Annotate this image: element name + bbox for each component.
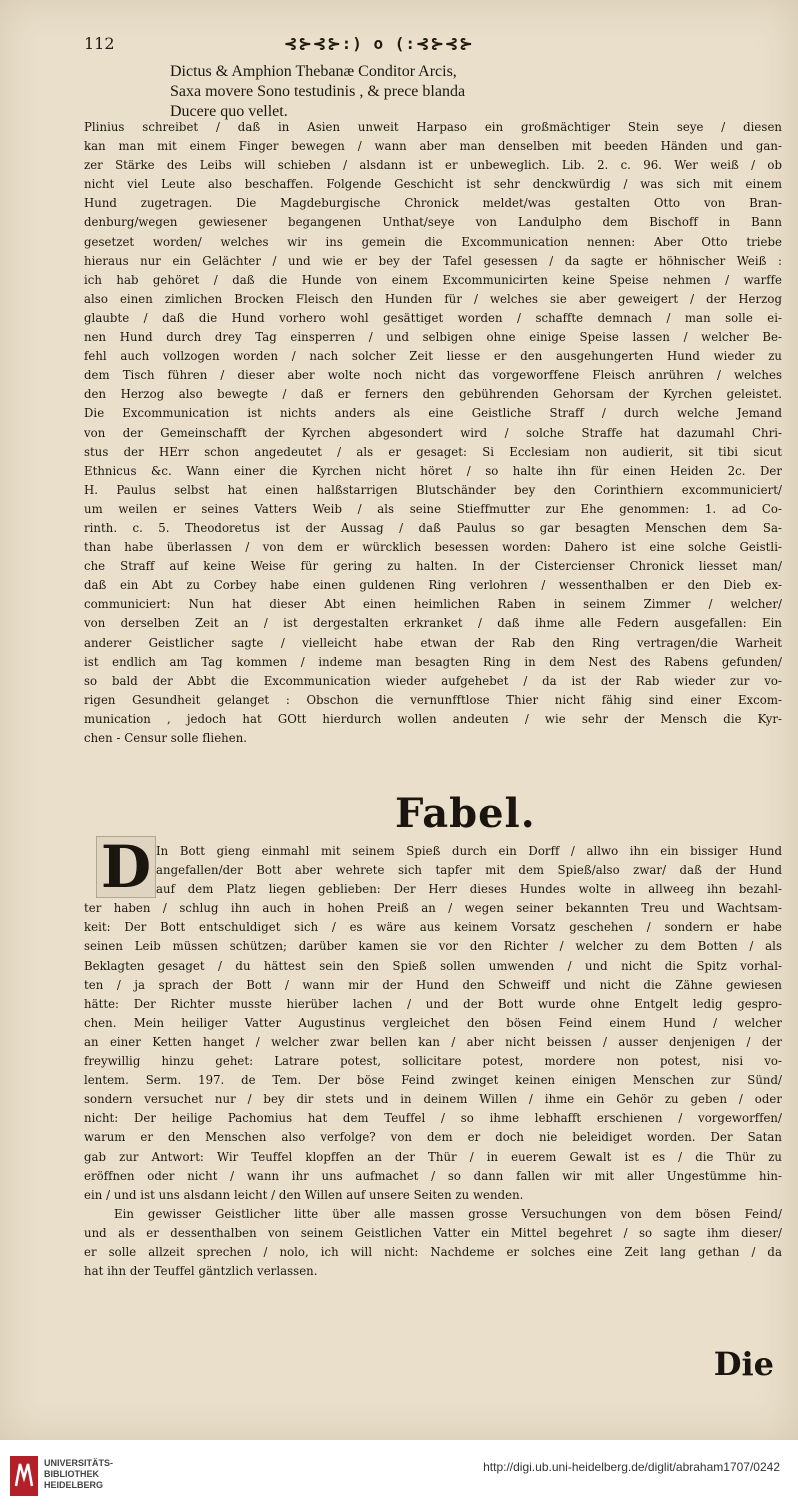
- text-line: freywillig hinzu gehet: Latrare potest, sollicitare potest, mordere non potest, nisi vo-: [84, 1054, 782, 1069]
- library-name: UNIVERSITÄTS- BIBLIOTHEK HEIDELBERG: [44, 1458, 114, 1490]
- text-line: stus der HErr schon angedeutet / als er gesaget: Si Ecclesiam non audierit, sit tibi sicut: [84, 444, 782, 459]
- text-line: gesetzet worden/ welches wir ins gemein die Excommunication nennen: Aber Otto triebe: [84, 234, 782, 249]
- text-line: Plinius schreibet / daß in Asien unweit Harpaso ein großmächtiger Stein seye / diesen: [84, 120, 782, 134]
- text-line: ich hab gehöret / daß die Hunde von einem Excommunicirten keine Speise nehmen / warffe: [84, 272, 782, 287]
- catchword: Die: [713, 1345, 774, 1383]
- library-logo-icon: [10, 1456, 38, 1496]
- fabel-text: [84, 842, 782, 1281]
- text-line: nen Hund durch drey Tag einsperren / und selbigen ohne einige Speise lassen / welcher Be-: [84, 330, 782, 345]
- latin-verse: [170, 62, 610, 122]
- text-line: H. Paulus selbst hat einen halßstarrigen Blutschänder bey den Corinthiern excommuniciert/: [84, 482, 782, 497]
- text-line: che Straff auf keine Weise für gering zu halten. In der Cistercienser Chronick liesset man/: [84, 559, 782, 574]
- text-line: hat ihn der Teuffel gäntzlich verlassen.: [84, 1264, 318, 1279]
- text-line: chen. Mein heiliger Vatter Augustinus vergleichet den bösen Feind einem Hund / welcher: [84, 1015, 782, 1030]
- text-line: kan man mit einem Finger bewegen / wann aber man denselben mit beeden Händen und gan-: [84, 139, 782, 154]
- text-line: an einer Ketten hanget / welcher zwar bellen kan / aber nicht beissen / ausser denjenigen / der: [84, 1034, 782, 1049]
- verse-line: Saxa movere Sono testudinis , & prece blanda: [170, 83, 466, 100]
- verse-line: Ducere quo vellet.: [170, 103, 288, 120]
- text-line: communiciert: Nun hat dieser Abt einen heimlichen Raben in seinem Zimmer / welcher/: [84, 597, 782, 612]
- text-line: gab zur Antwort: Wir Teuffel klopffen an der Thür / in euerem Gewalt ist es / die Thür zu: [84, 1149, 782, 1164]
- header-ornament: ⊰⊱⊰⊱:) o (:⊰⊱⊰⊱: [284, 34, 474, 53]
- text-line: chen - Censur solle fliehen.: [84, 731, 248, 745]
- text-line: In Bott gieng einmahl mit seinem Spieß durch ein Dorff / allwo ihn ein bissiger Hund: [156, 844, 782, 858]
- text-line: Die Excommunication ist nichts anders als eine Geistliche Straff / durch welche Jemand: [84, 406, 782, 421]
- text-line: so bald der Abbt die Excommunication wieder aufgehebet / da ist der Rab wieder zur vo-: [84, 673, 782, 688]
- source-url[interactable]: http://digi.ub.uni-heidelberg.de/diglit/abraham1707/0242: [483, 1460, 780, 1474]
- verse-line: Dictus & Amphion Thebanæ Conditor Arcis,: [170, 63, 457, 80]
- text-line: warum er den Menschen also verfolge? von dem er doch nie beleidiget worden. Der Satan: [84, 1130, 782, 1145]
- text-line: sondern versuchet nur / bey dir stets und in deinem Willen / ihme ein Gehör zu geben / oder: [84, 1092, 782, 1107]
- text-line: er solle allzeit sprechen / nolo, ich will nicht: Nachdeme er solches eine Zeit lang gethan / da: [84, 1244, 782, 1259]
- text-line: rinth. c. 5. Theodoretus ist der Aussag / daß Paulus so gar besagten Menschen dem Sa-: [84, 520, 782, 535]
- text-line: und als er dessenthalben von seinem Geistlichen Vatter ein Mittel begehret / so sagte ihm dieser/: [84, 1225, 782, 1240]
- text-line: ist endlich am Tag kommen / indeme man besagten Ring in dem Nest des Rabens gefunden/: [84, 654, 782, 669]
- text-line: um weilen er seines Vatters Weib / als seine Stieffmutter zur Ehe genommen: 1. ad Co-: [84, 501, 782, 516]
- footer-bar: [0, 1440, 798, 1505]
- text-line: anderer Geistlicher sagte / vielleicht habe etwan der Rab den Ring vertragen/die Warheit: [84, 635, 782, 650]
- text-line: daß ein Abt zu Corbey habe einen guldenen Ring verlohren / wessenthalben er den Dieb ex-: [84, 578, 782, 593]
- text-line: hätte: Der Richter musste hierüber lachen / und der Bott wurde ohne Entgelt ledig gespro-: [84, 996, 782, 1011]
- text-line: lentem. Serm. 197. de Tem. Der böse Feind zwinget keinen einigen Menschen zur Sünd/: [84, 1073, 782, 1088]
- text-line: nicht: Der heilige Pachomius hat dem Teuffel / so ihme lebhafft erschienen / vorgeworffen/: [84, 1111, 782, 1126]
- text-line: auf dem Platz liegen geblieben: Der Herr dieses Hundes wolte in allweeg ihn bezahl-: [156, 882, 782, 897]
- text-line: ten / ja sprach der Bott / wann mir der Hund den Schweiff und nicht die Zähne gewiesen: [84, 977, 782, 992]
- text-line: Ein gewisser Geistlicher litte über alle massen grosse Versuchungen von dem bösen Feind/: [114, 1206, 782, 1221]
- text-line: glaubte / daß die Hund vorhero wohl gesättiget worden / schaffte demnach / man solle ei-: [84, 310, 782, 325]
- dropcap-initial: D: [96, 836, 156, 898]
- text-line: Hund zugetragen. Die Magdeburgische Chronick meldet/was gestalten Otto von Bran-: [84, 196, 782, 211]
- text-line: seinen Leib müssen schützen; darüber kamen sie vor den Richter / welcher zu dem Botten / als: [84, 939, 782, 954]
- text-line: Ethnicus &c. Wann einer die Kyrchen nicht höret / so halte ihn für einen Heiden 2c. Der: [84, 463, 782, 478]
- text-line: von der Gemeinschafft der Kyrchen abgesondert wird / solche Straffe hat dazumahl Chri-: [84, 425, 782, 440]
- text-line: munication , jedoch hat GOtt hierdurch wollen andeuten / wie sehr der Mensch die Kyr-: [84, 711, 782, 726]
- text-line: fehl auch vollzogen worden / nach solcher Zeit liesse er den ausgehungerten Hund wieder zu: [84, 349, 782, 364]
- text-line: also einen zimlichen Brocken Fleisch den Hunden für / welches sie aber geweigert / der Herzog: [84, 291, 782, 306]
- text-line: zer Stärke des Leibs will schieben / alsdann ist er unbeweglich. Lib. 2. c. 96. Wer weiß / ob: [84, 158, 782, 173]
- text-line: Beklagten gesaget / du hättest sein den Spieß sollen umwenden / und nicht die Spitz vorhal-: [84, 958, 782, 973]
- text-line: than habe überlassen / von dem er würcklich besessen worden: Dahero ist eine solche Geistli-: [84, 540, 782, 555]
- text-line: von derselben Zeit an / ist dergestalten erkranket / daß ihme alle Federn ausgefallen: Ein: [84, 616, 782, 631]
- text-line: rigen Gesundheit gelanget : Obschon die vernunfftlose Thier nicht fähig sind einer Excom-: [84, 692, 782, 707]
- text-line: eröffnen oder nicht / wann ihr uns aufmachet / so dann fallen wir mit aller Ungestümme hin-: [84, 1168, 782, 1183]
- text-line: dem Tisch führen / dieser aber wolte noch nicht das vorgeworffene Fleisch anrühren / welches: [84, 368, 782, 383]
- text-line: den Herzog also bewegte / daß er ferners den gebührenden Gehorsam der Kyrchen geleistet.: [84, 387, 782, 402]
- paragraph-plinius: [84, 118, 782, 748]
- text-line: denburg/wegen gewiesener begangenen Unthat/seye von Landulpho dem Bischoff in Bann: [84, 215, 782, 230]
- text-line: keit: Der Bott entschuldiget sich / es wäre aus keinem Vorsatz geschehen / sondern er habe: [84, 920, 782, 935]
- text-line: ter haben / schlug ihn auch in hohen Preiß an / wegen seiner bekannten Treu und Wachtsam-: [84, 901, 782, 916]
- text-line: nicht viel Leute also beschaffen. Folgende Geschicht ist sehr denckwürdig / was sich mit einem: [84, 177, 782, 192]
- text-line: angefallen/der Bott aber wehrete sich tapfer mit dem Spieß/also zwar/ daß der Hund: [156, 863, 782, 878]
- text-line: hieraus nur ein Gelächter / und wie er bey der Tafel gesessen / da sagte er höhnischer Weiß :: [84, 253, 782, 268]
- text-line: ein / und ist uns alsdann leicht / den Willen auf unsere Seiten zu wenden.: [84, 1187, 524, 1202]
- fabel-title: Fabel.: [395, 790, 536, 837]
- page-number: 112: [84, 34, 115, 53]
- running-header: [84, 34, 524, 53]
